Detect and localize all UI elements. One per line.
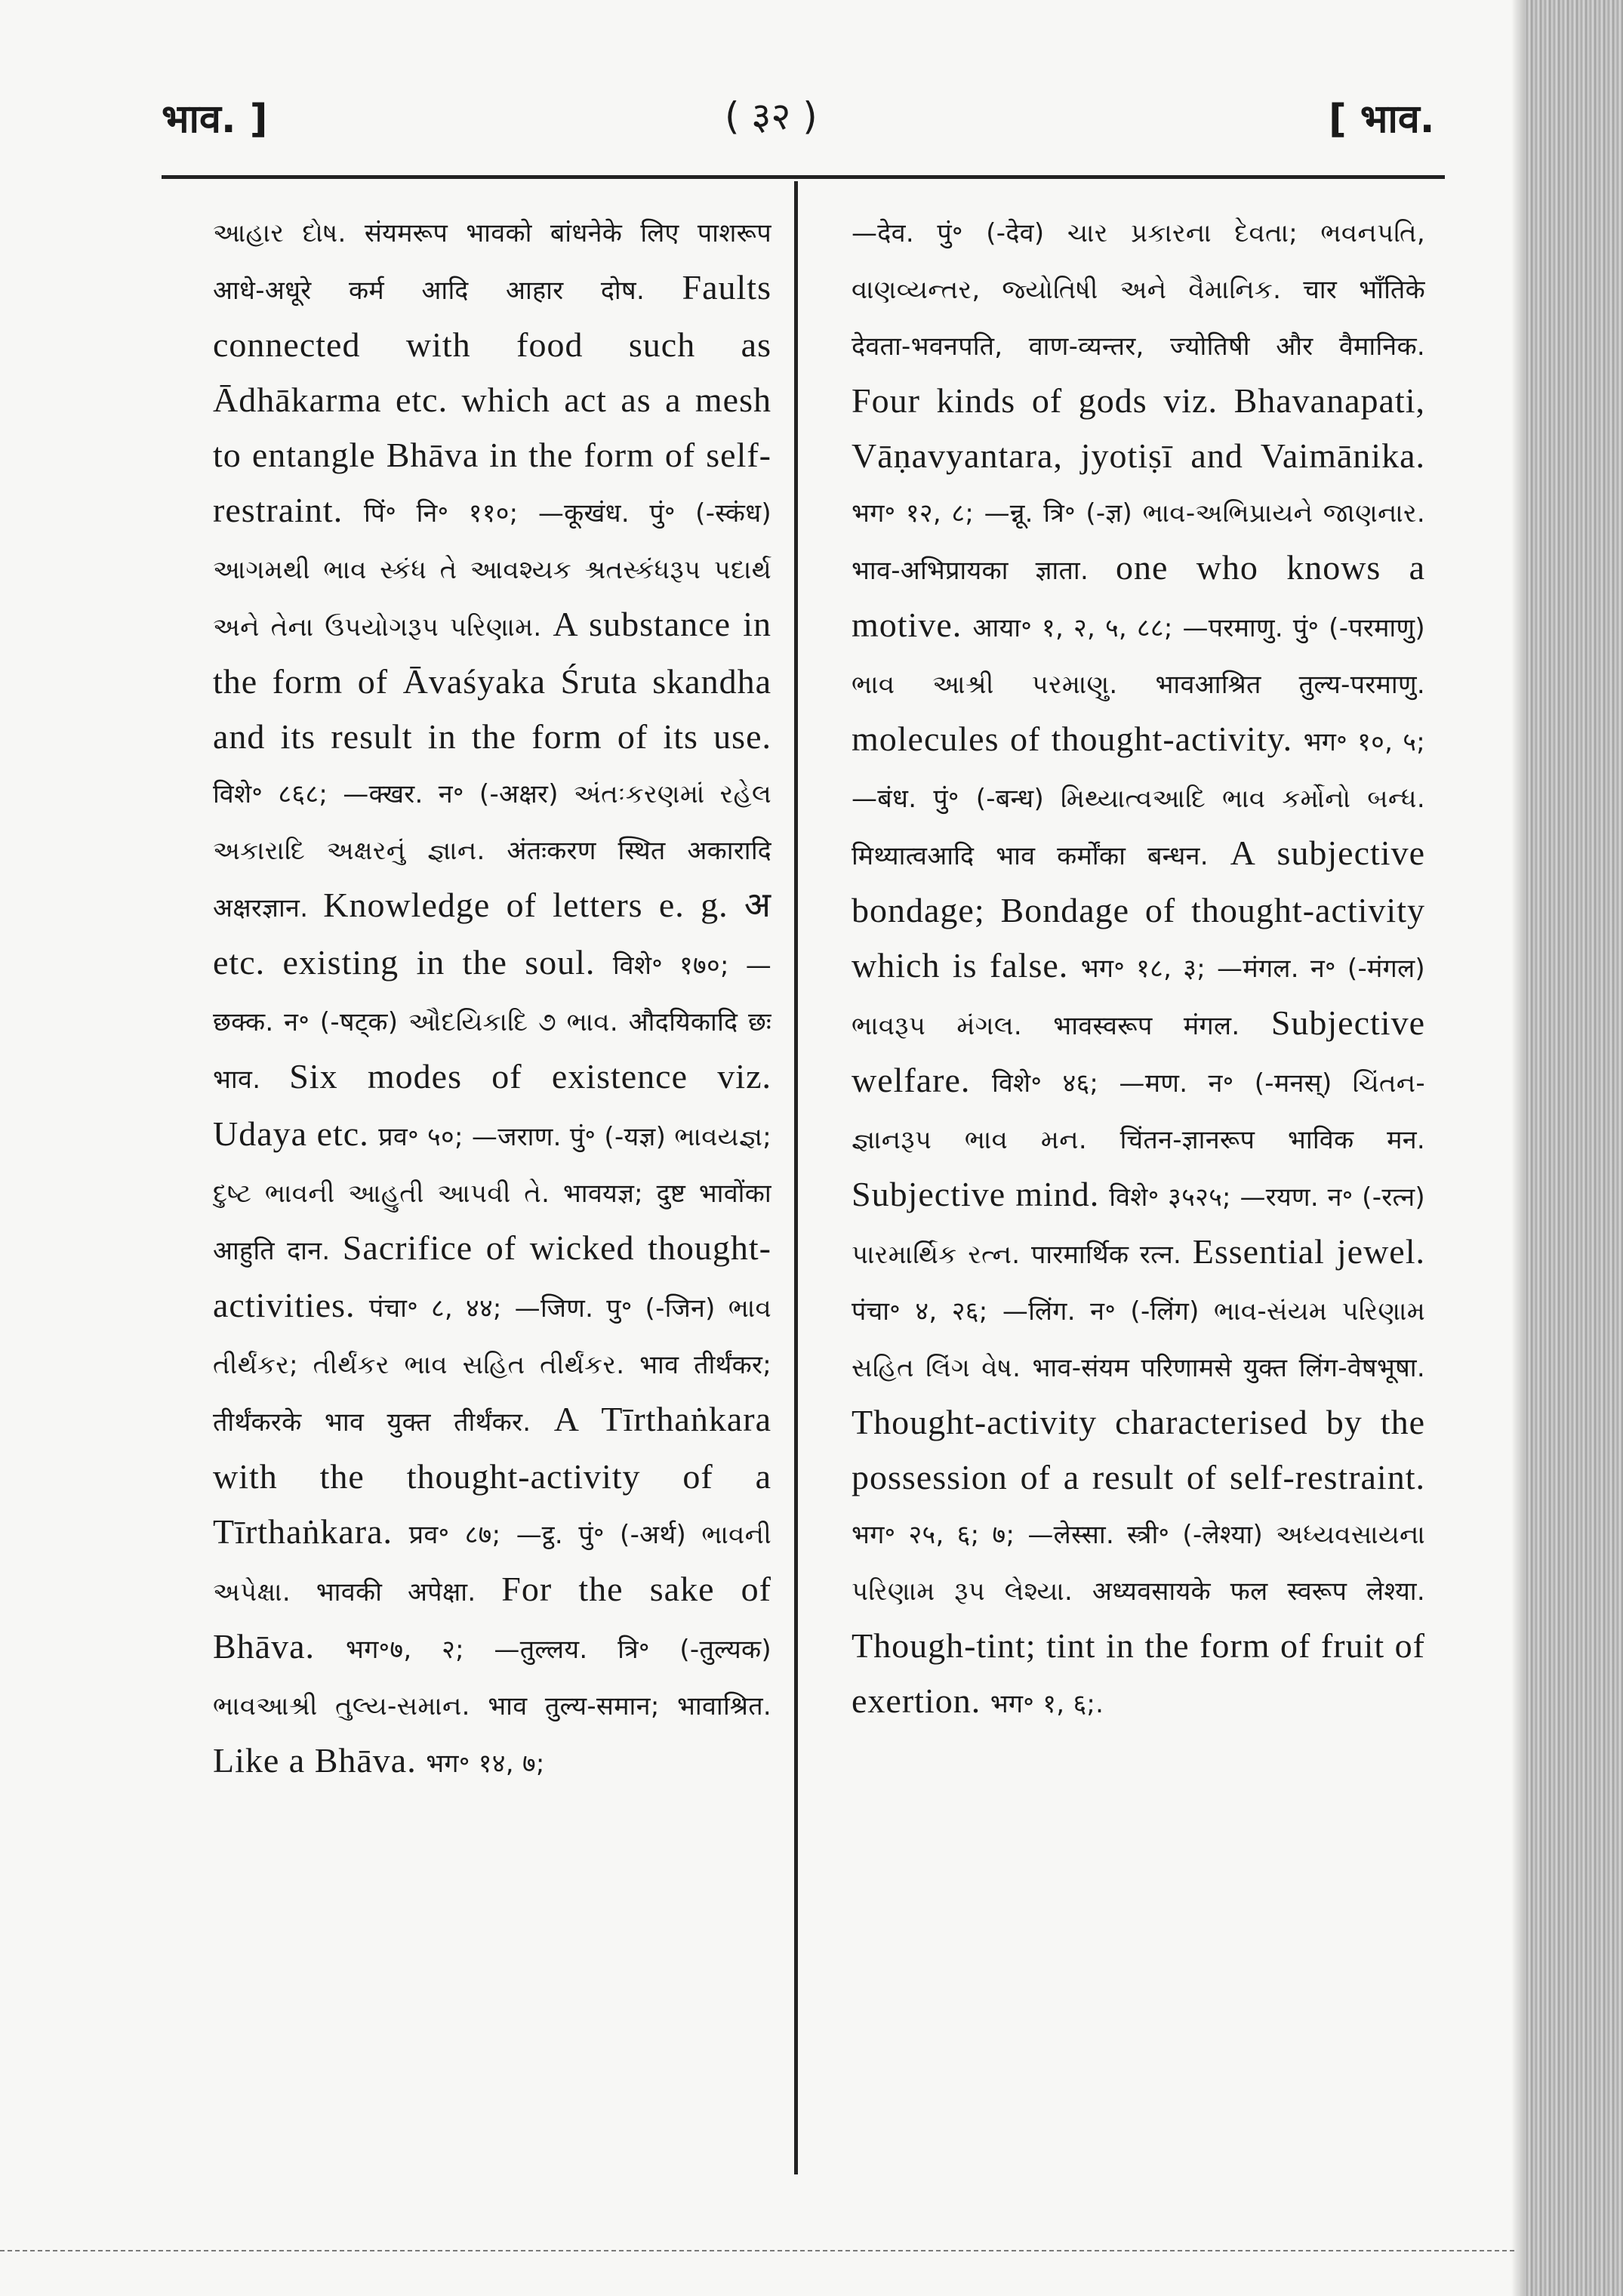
header-right-headword: [ भाव. [1329,97,1435,142]
right-seg-24: —लेस्सा. स्त्री॰ (-लेश्या) અધ્યવસાયના પરિણામ રૂપ લેશ્યા. अध्यवसायके फल स्वरूप लेश्या. [852,1520,1425,1607]
left-seg-19: For the sake of Bhāva. [213,1570,771,1666]
right-seg-15: —मण. न॰ (-मनस्) ચિંતન-જ્ઞાનરૂપ ભાવ મન. चिंतन-ज्ञानरूप भाविक मन. [852,1068,1425,1155]
right-seg-23: भग॰ २५, ६; ७; [852,1520,1028,1550]
left-seg-2: पिं॰ नि॰ ११०; [364,498,538,529]
right-column [852,204,1425,2167]
right-seg-1: Four kinds of gods viz. Bhavanapati, Vāṇavyantara, jyotiṣī and Vaimānika. [852,381,1425,475]
left-seg-17: प्रव॰ ८७; [408,1520,516,1550]
left-seg-1: Faults connected with food such as Ādhākarma etc. which act as a mesh to entangle Bhāva in the form of self-restraint. [213,268,771,529]
left-column [213,204,771,2167]
left-seg-21: —तुल्लय. त्रि॰ (-तुल्यक) ભાવઆશ્રી તુલ્ય-સમાન. भाव तुल्य-समान; भावाश्रित. [213,1635,771,1721]
footer-rule [0,2250,1517,2251]
left-seg-11: प्रव॰ ५०; [378,1122,472,1152]
page-number: ( ३२ ) [725,94,818,138]
right-seg-16: Subjective mind. [852,1175,1110,1213]
left-seg-23: भग॰ १४, ७; [426,1749,545,1779]
left-seg-15: —जिण. पु॰ (-जिन) ભાવ તીર્થંકર; તીર્થંકર ભાવ સહિત તીર્થંકર. भाव तीर्थंकर; तीर्थंकरके भाव युक्त तीर्थंकर. [213,1293,771,1438]
right-seg-22: Thought-activity characterised by the possession of a result of self-restraint. [852,1403,1425,1496]
right-seg-21: —लिंग. न॰ (-लिंग) ભાવ-સંયમ પરિણામ સહિત લિંગ વેષ. भाव-संयम परिणामसे युक्त लिंग-वेषभूषा. [852,1296,1425,1383]
right-seg-7: molecules of thought-activity. [852,720,1304,758]
left-seg-12: —जराण. पुं॰ (-यज्ञ) ભાવયજ્ઞ; દુષ્ટ ભાવની આહુતી આપવી તે. भावयज्ञ; दुष्ट भावोंका आहुति दान. [213,1122,771,1266]
left-seg-18: —ट्ठ. पुं॰ (-अर्थ) ભાવની અપેક્ષા. भावकी अपेक्षा. [213,1520,771,1607]
header-rule [162,175,1445,179]
left-seg-5: विशे॰ ८६८; [213,779,343,809]
right-seg-2: भग॰ १२, ८; [852,498,984,529]
left-seg-20: भग॰७, २; [346,1635,494,1665]
right-seg-14: विशे॰ ४६; [992,1068,1119,1099]
scanned-page-edge [1525,0,1623,2296]
right-seg-12: —मंगल. न॰ (-मंगल) ભાવરૂપ મંગલ. भावस्वरूप मंगल. [852,954,1425,1041]
column-divider [794,181,798,2174]
right-seg-26: भग॰ १, ६;. [990,1689,1104,1719]
left-seg-13: Sacrifice of wicked thought-activities. [213,1228,771,1324]
left-seg-6: —क्खर. न॰ (-अक्षर) અંતઃકરણમાં રહેલ અકારાદિ અક્ષરનું જ્ઞાન. अंतःकरण स्थित अकारादि अक्षरज्ञान. [213,779,771,923]
left-seg-0: આહાર દોષ. संयमरूप भावको बांधनेके लिए पाशरूप आधे-अधूरे कर्म आदि आहार दोष. [213,218,771,306]
right-seg-4: one who knows a motive. [852,548,1425,644]
left-seg-10: Six modes of existence viz. Udaya etc. [213,1057,771,1153]
left-seg-14: पंचा॰ ८, ४४; [368,1293,515,1324]
left-seg-7: Knowledge of letters e. g. अ etc. existing in the soul. [213,886,771,982]
left-seg-4: A substance in the form of Āvaśyaka Śruta skandha and its result in the form of its use. [213,605,771,756]
right-seg-0: —देव. पुं॰ (-देव) ચાર પ્રકારના દેવતા; ભવનપતિ, વાણવ્યન્તર, જ્યોતિષી અને વૈમાનિક. चार भाँतिके देवता-भवनपति, वाण-व्यन्तर, ज्योतिषी और वैमानिक. [852,218,1425,362]
right-seg-13: Subjective welfare. [852,1003,1425,1099]
right-seg-17: विशे॰ ३५२५; [1109,1182,1240,1213]
left-seg-9: —छक्क. न॰ (-षट्क) ઔદયિકાદિ ૭ ભાવ. औदयिकादि छः भाव. [213,951,771,1095]
left-seg-16: A Tīrthaṅkara with the thought-activity of a Tīrthaṅkara. [213,1400,771,1551]
right-seg-6: —परमाणु. पुं॰ (-परमाणु) ભાવ આશ્રી પરમાણુ. भावआश्रित तुल्य-परमाणु. [852,613,1425,700]
right-seg-10: A subjective bondage; Bondage of thought-activity which is false. [852,834,1425,985]
right-seg-25: Though-tint; tint in the form of fruit of exertion. [852,1626,1425,1720]
dictionary-text-left [213,204,771,1791]
right-seg-18: —रयण. न॰ (-रत्न) પારમાર્થિક રત્ન. पारमार्थिक रत्न. [852,1182,1425,1270]
right-seg-8: भग॰ १०, ५; [1303,727,1425,757]
page-header [0,83,1510,143]
right-seg-19: Essential jewel. [1192,1232,1425,1271]
right-seg-9: —बंध. पुं॰ (-बन्ध) મિથ્યાત્વઆદિ ભાવ કર્મોનો બન્ધ. मिथ्यात्वआदि भाव कर्मोंका बन्धन. [852,784,1425,871]
right-seg-20: पंचा॰ ४, २६; [852,1296,1002,1327]
right-seg-5: आया॰ १, २, ५, ८८; [972,613,1183,643]
header-left-headword: भाव. ] [162,97,268,142]
left-seg-22: Like a Bhāva. [213,1741,427,1780]
right-seg-11: भग॰ १८, ३; [1080,954,1218,984]
left-seg-3: —कूखंध. पुं॰ (-स्कंध) આગમથી ભાવ સ્કંધ તે આવશ્યક શ્રતસ્કંધરૂપ પદાર્થ અને તેના ઉપયોગરૂપ પરિણામ. [213,498,771,643]
right-seg-3: —न्नू. त्रि॰ (-ज्ञ) ભાવ-અભિપ્રાયને જાણનાર. भाव-अभिप्रायका ज्ञाता. [852,498,1425,586]
dictionary-text-right [852,204,1425,1731]
left-seg-8: विशे॰ १७०; [612,951,746,981]
